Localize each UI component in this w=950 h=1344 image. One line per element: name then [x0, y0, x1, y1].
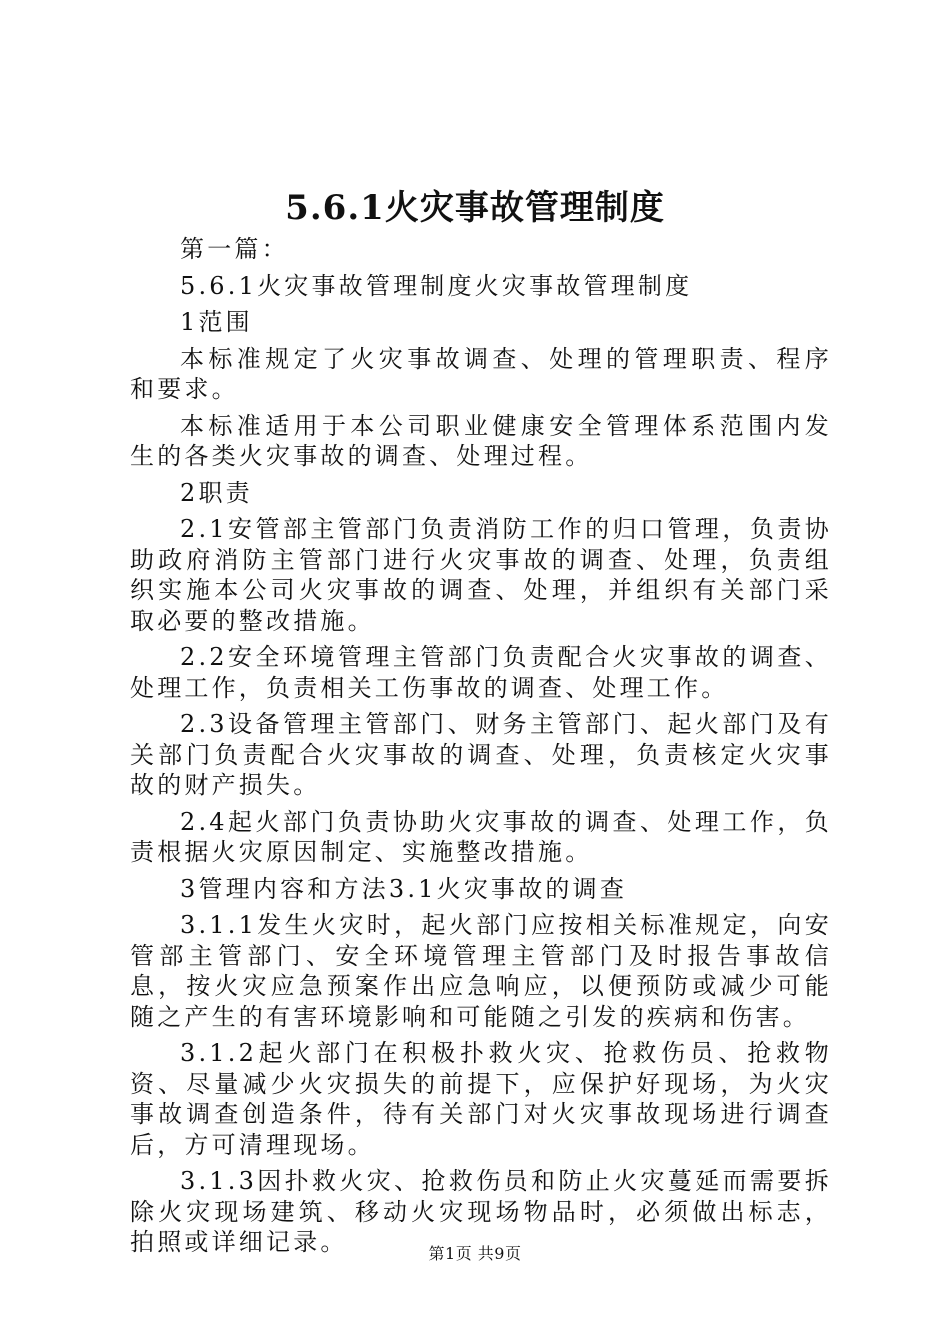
document-body: [130, 234, 832, 1264]
paragraph: 本标准适用于本公司职业健康安全管理体系范围内发生的各类火灾事故的调查、处理过程。: [130, 411, 832, 470]
paragraph-heading-management: 3管理内容和方法3.1火灾事故的调查: [180, 874, 628, 903]
paragraph: 2.2安全环境管理主管部门负责配合火灾事故的调查、处理工作，负责相关工伤事故的调查、处理工作。: [130, 643, 832, 702]
paragraph: 2.1安管部主管部门负责消防工作的归口管理，负责协助政府消防主管部门进行火灾事故的调查、处理，负责组织实施本公司火灾事故的调查、处理，并组织有关部门采取必要的整改措施。: [130, 515, 832, 635]
paragraph: 3.1.1发生火灾时，起火部门应按相关标准规定，向安管部主管部门、安全环境管理主管部门及时报告事故信息，按火灾应急预案作出应急响应，以便预防或减少可能随之产生的有害环境影响和可能随之引发的疾病和伤害。: [130, 911, 832, 1031]
paragraph-subtitle: 5.6.1火灾事故管理制度火灾事故管理制度: [180, 271, 693, 300]
paragraph: 2.4起火部门负责协助火灾事故的调查、处理工作，负责根据火灾原因制定、实施整改措施。: [130, 807, 832, 866]
paragraph: 2.3设备管理主管部门、财务主管部门、起火部门及有关部门负责配合火灾事故的调查、处理，负责核定火灾事故的财产损失。: [130, 710, 832, 799]
paragraph-section-heading: 第一篇：: [180, 235, 289, 263]
paragraph: 3.1.2起火部门在积极扑救火灾、抢救伤员、抢救物资、尽量减少火灾损失的前提下，应保护好现场，为火灾事故调查创造条件，待有关部门对火灾事故现场进行调查后，方可清理现场。: [130, 1039, 832, 1159]
paragraph-heading-duties: 2职责: [180, 478, 253, 507]
paragraph: 本标准规定了火灾事故调查、处理的管理职责、程序和要求。: [130, 344, 832, 403]
page-footer: 第1页 共9页: [428, 1244, 522, 1263]
paragraph: 3.1.3因扑救火灾、抢救伤员和防止火灾蔓延而需要拆除火灾现场建筑、移动火灾现场物品时，必须做出标志，拍照或详细记录。: [130, 1167, 832, 1256]
document-title: 5.6.1火灾事故管理制度: [285, 188, 665, 228]
paragraph-heading-scope: 1范围: [180, 308, 253, 336]
